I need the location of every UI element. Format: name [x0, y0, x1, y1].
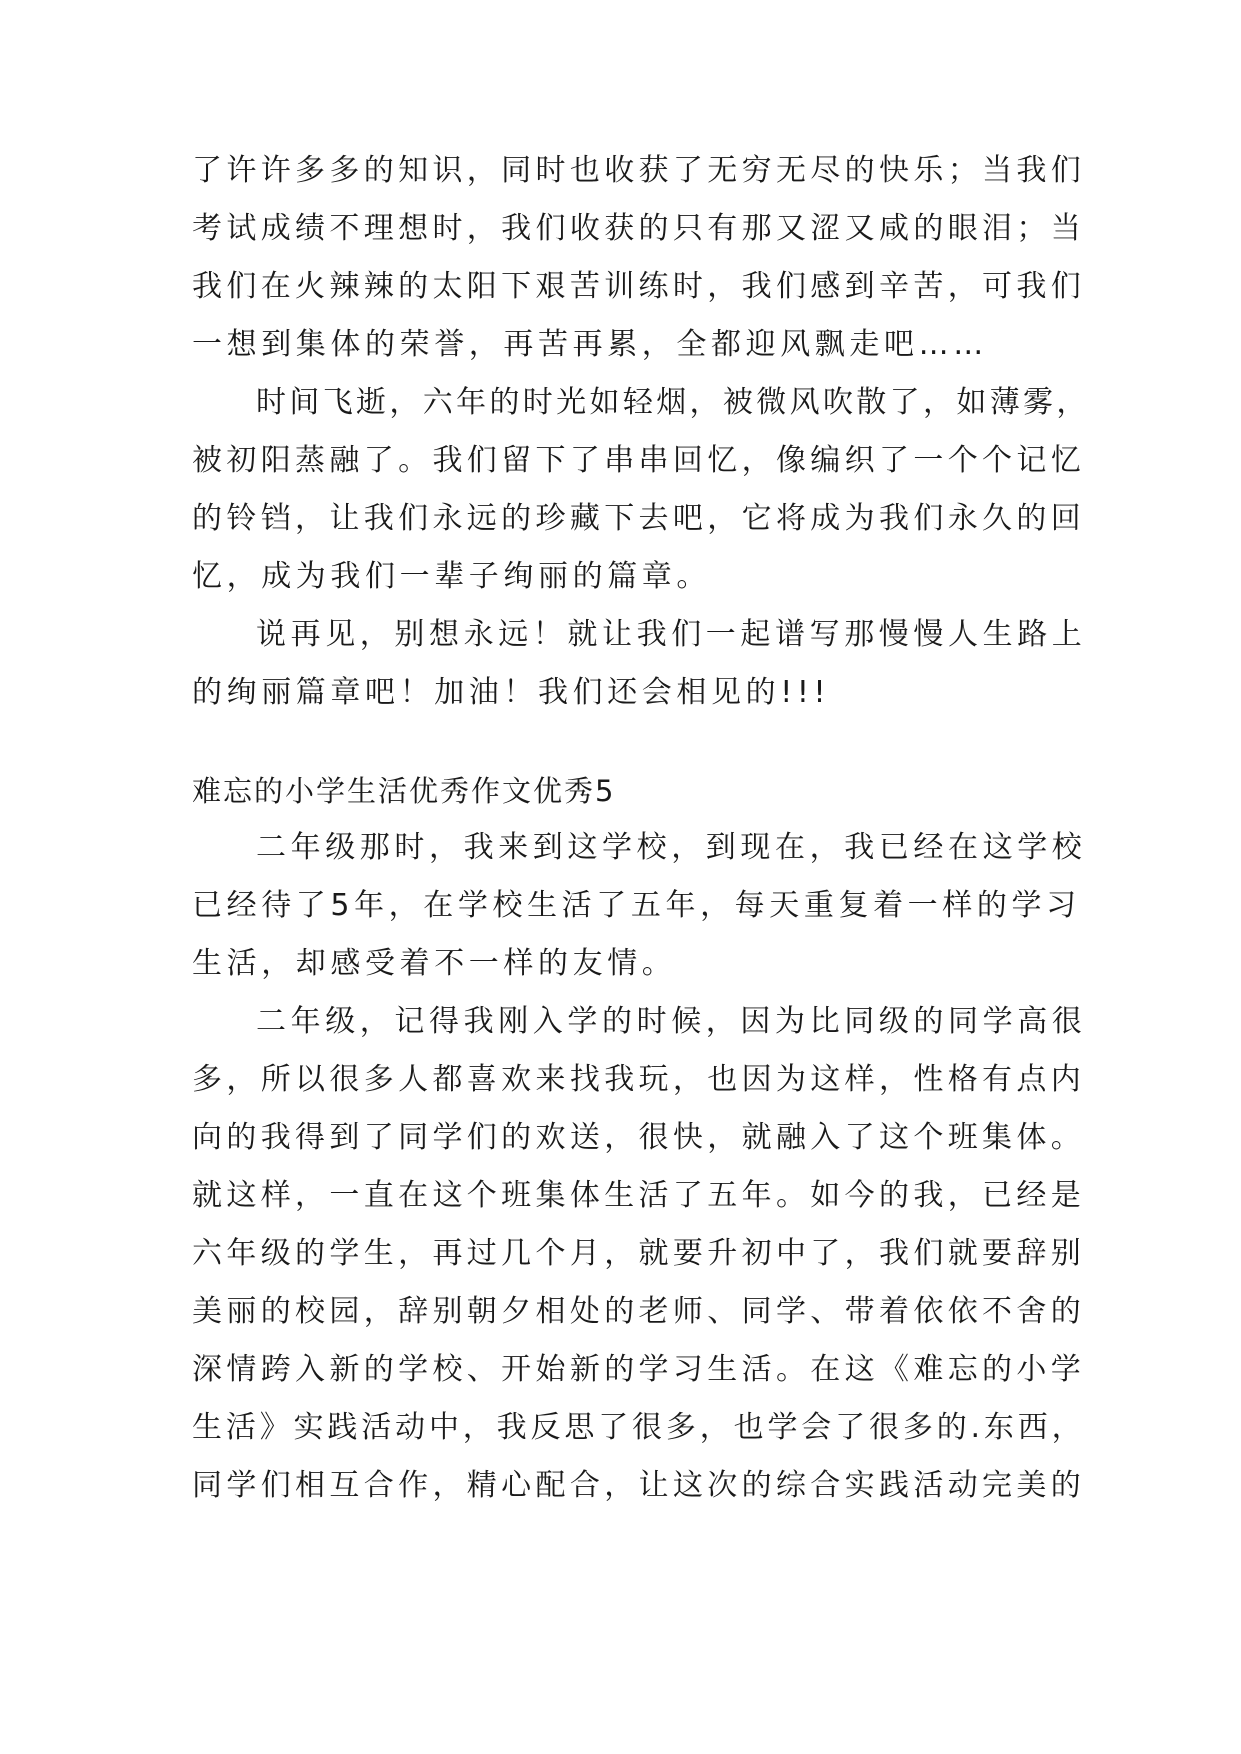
- paragraph-line: 时间飞逝，六年的时光如轻烟，被微风吹散了，如薄雾，: [256, 385, 1090, 420]
- paragraph-line: 已经待了5年，在学校生活了五年，每天重复着一样的学习: [192, 888, 1081, 923]
- paragraph-line: 被初阳蒸融了。我们留下了串串回忆，像编织了一个个记忆: [192, 443, 1086, 478]
- section-title: 难忘的小学生活优秀作文优秀5: [192, 774, 616, 808]
- paragraph-line: 的铃铛，让我们永远的珍藏下去吧，它将成为我们永久的回: [192, 501, 1086, 536]
- paragraph-line: 六年级的学生，再过几个月，就要升初中了，我们就要辞别: [192, 1236, 1086, 1271]
- paragraph-line: 美丽的校园，辞别朝夕相处的老师、同学、带着依依不舍的: [192, 1294, 1086, 1329]
- paragraph-line: 向的我得到了同学们的欢送，很快，就融入了这个班集体。: [192, 1120, 1086, 1155]
- paragraph-line: 生活，却感受着不一样的友情。: [192, 946, 677, 981]
- paragraph-line: 说再见，别想永远！就让我们一起谱写那慢慢人生路上: [256, 617, 1087, 652]
- paragraph-line: 忆，成为我们一辈子绚丽的篇章。: [192, 559, 711, 594]
- paragraph-line: 我们在火辣辣的太阳下艰苦训练时，我们感到辛苦，可我们: [192, 269, 1086, 304]
- paragraph-line: 的绚丽篇章吧！加油！我们还会相见的!!!: [192, 675, 831, 710]
- paragraph-line: 生活》实践活动中，我反思了很多，也学会了很多的.东西，: [192, 1410, 1086, 1445]
- paragraph-line: 同学们相互合作，精心配合，让这次的综合实践活动完美的: [192, 1468, 1086, 1503]
- paragraph-line: 二年级那时，我来到这学校，到现在，我已经在这学校: [256, 830, 1087, 865]
- paragraph-line: 就这样，一直在这个班集体生活了五年。如今的我，已经是: [192, 1178, 1086, 1213]
- paragraph-line: 一想到集体的荣誉，再苦再累，全都迎风飘走吧……: [192, 327, 988, 362]
- paragraph-line: 考试成绩不理想时，我们收获的只有那又涩又咸的眼泪；当: [192, 211, 1086, 246]
- paragraph-line: 深情跨入新的学校、开始新的学习生活。在这《难忘的小学: [192, 1352, 1086, 1387]
- paragraph-line: 多，所以很多人都喜欢来找我玩，也因为这样，性格有点内: [192, 1062, 1086, 1097]
- paragraph-line: 二年级，记得我刚入学的时候，因为比同级的同学高很: [256, 1004, 1087, 1039]
- paragraph-line: 了许许多多的知识，同时也收获了无穷无尽的快乐；当我们: [192, 153, 1086, 188]
